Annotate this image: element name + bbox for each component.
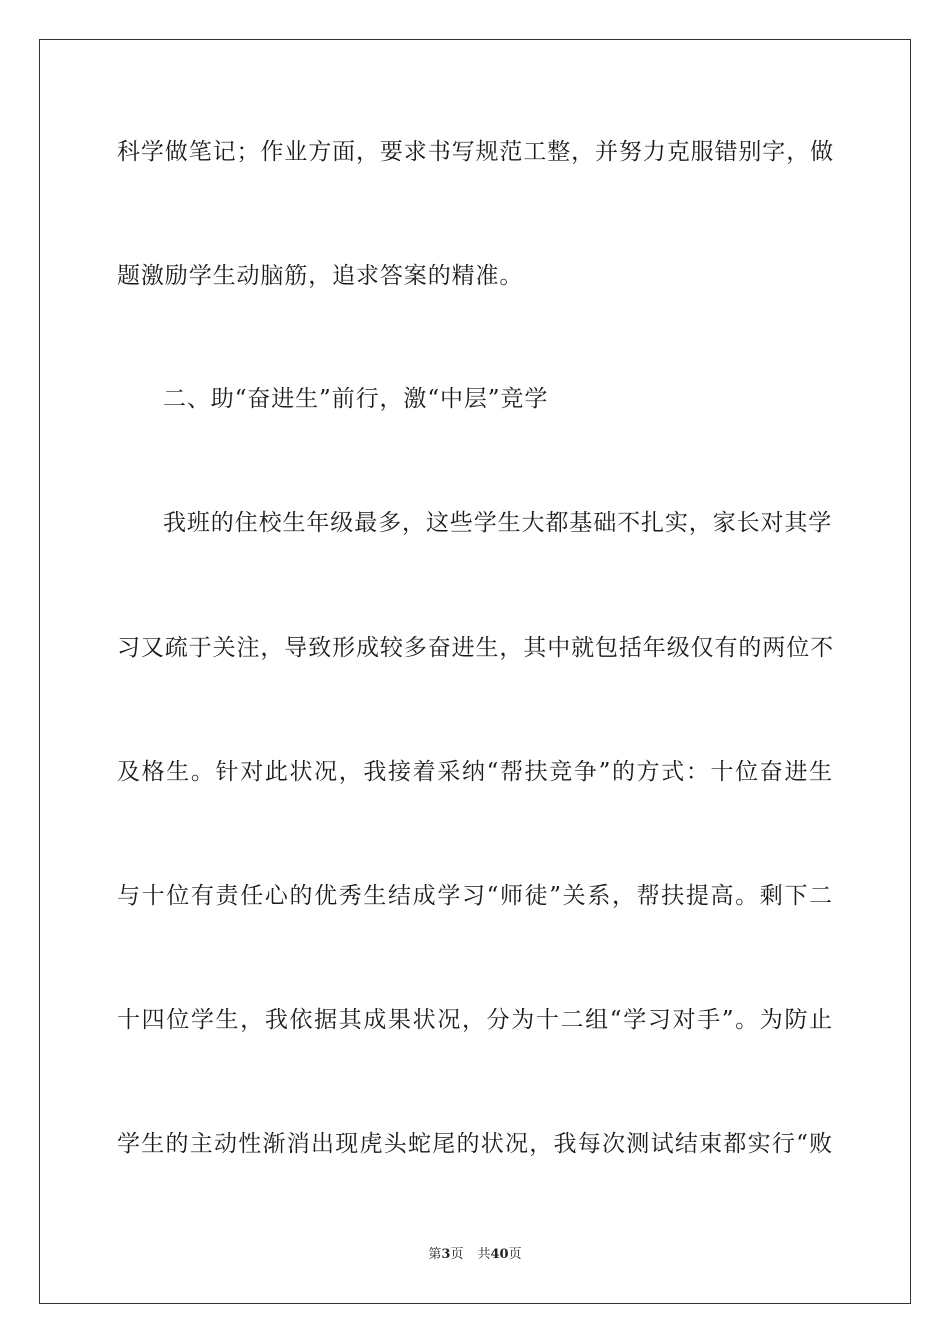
footer-total-unit: 页 xyxy=(508,1247,522,1262)
section-heading: 二、助“奋进生”前行，激“中层”竞学 xyxy=(163,386,549,412)
paragraph-first-line: 我班的住校生年级最多，这些学生大都基础不扎实，家长对其学 xyxy=(163,510,833,536)
body-text-line: 十四位学生，我依据其成果状况，分为十二组“学习对手”。为防止 xyxy=(117,1007,833,1033)
body-text-line: 科学做笔记；作业方面，要求书写规范工整，并努力克服错别字，做 xyxy=(117,139,834,165)
body-text-line: 学生的主动性渐消出现虎头蛇尾的状况，我每次测试结束都实行“败 xyxy=(117,1131,833,1157)
body-text-line: 与十位有责任心的优秀生结成学习“师徒”关系，帮扶提高。剩下二 xyxy=(117,883,833,909)
footer-page-current: 3 xyxy=(441,1247,451,1262)
footer-page-total: 40 xyxy=(490,1247,509,1262)
footer-total-prefix: 共 xyxy=(477,1247,491,1262)
footer-page-unit: 页 xyxy=(450,1247,464,1262)
page-border xyxy=(39,39,911,1304)
page-footer xyxy=(0,1247,950,1263)
footer-page-prefix: 第 xyxy=(428,1247,442,1262)
body-text-line: 及格生。针对此状况，我接着采纳“帮扶竞争”的方式：十位奋进生 xyxy=(117,759,833,785)
body-text-line: 习又疏于关注，导致形成较多奋进生，其中就包括年级仅有的两位不 xyxy=(117,635,834,661)
body-text-line: 题激励学生动脑筋，追求答案的精准。 xyxy=(117,263,524,289)
